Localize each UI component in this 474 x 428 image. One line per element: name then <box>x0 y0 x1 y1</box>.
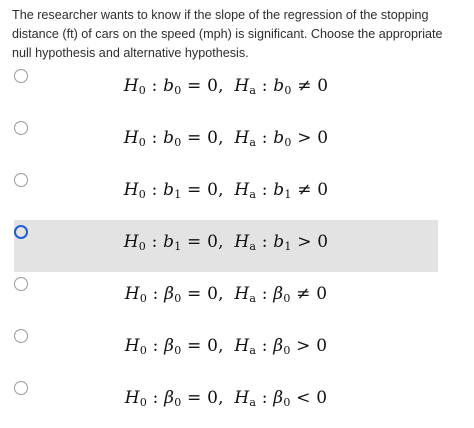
hypothesis-formula: $H_0$ : $\beta_0 = 0$, $H_a$ : $\beta_0 < 0$ <box>124 388 328 409</box>
answer-option-7[interactable] <box>14 376 438 428</box>
hypothesis-formula: $H_0$ : $b_0 = 0$, $H_a$ : $b_0 > 0$ <box>123 128 329 149</box>
hypothesis-formula: $H_0$ : $b_0 = 0$, $H_a$ : $b_0 \ne 0$ <box>123 76 329 97</box>
answer-option-5[interactable] <box>14 272 438 324</box>
answer-option-4[interactable] <box>14 220 438 272</box>
hypothesis-formula: $H_0$ : $\beta_0 = 0$, $H_a$ : $\beta_0 > 0$ <box>124 336 328 357</box>
answer-options <box>14 64 438 428</box>
answer-option-1[interactable] <box>14 64 438 116</box>
answer-option-6[interactable] <box>14 324 438 376</box>
hypothesis-formula: $H_0$ : $\beta_0 = 0$, $H_a$ : $\beta_0 \ne 0$ <box>124 284 328 305</box>
question-text: The researcher wants to know if the slope of the regression of the stopping distance (ft) of cars on the speed (mph) is significant. Choose the appropriate null hypothesis and alternative hypothesis. <box>12 8 443 60</box>
answer-option-3[interactable] <box>14 168 438 220</box>
answer-option-2[interactable] <box>14 116 438 168</box>
hypothesis-formula: $H_0$ : $b_1 = 0$, $H_a$ : $b_1 > 0$ <box>123 232 329 253</box>
hypothesis-formula: $H_0$ : $b_1 = 0$, $H_a$ : $b_1 \ne 0$ <box>123 180 329 201</box>
